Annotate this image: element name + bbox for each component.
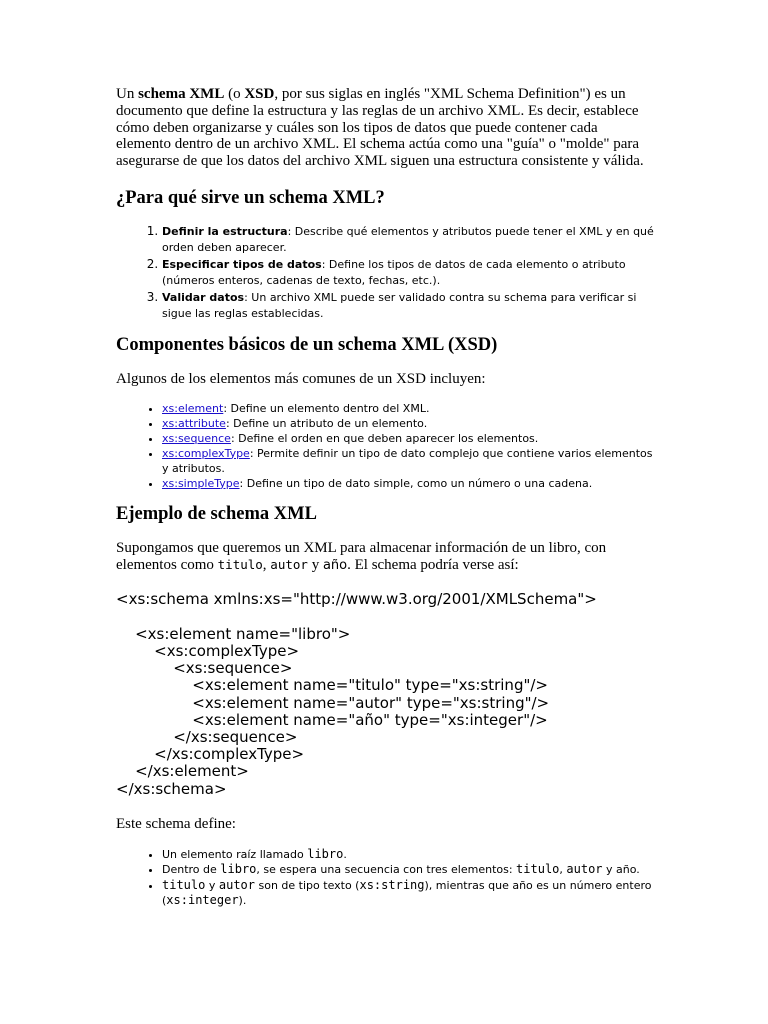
document	[116, 86, 656, 909]
list-item	[162, 289, 656, 322]
list-item-text: ,	[559, 863, 567, 877]
intro-bold-term: XSD	[244, 86, 275, 102]
list-item	[162, 416, 656, 431]
heading-purpose: ¿Para qué sirve un schema XML?	[116, 187, 385, 208]
list-item	[162, 431, 656, 446]
list-item-text: : Permite definir un tipo de dato complejo que contiene varios elementos y atributos.	[162, 446, 653, 475]
list-item	[162, 256, 656, 289]
example-intro-text: ,	[262, 556, 271, 573]
link-xs-element[interactable]: xs:element	[162, 401, 224, 415]
heading-example: Ejemplo de schema XML	[116, 503, 317, 524]
list-item-text: : Define un tipo de dato simple, como un número o una cadena.	[239, 476, 593, 490]
list-item	[162, 223, 656, 256]
list-item	[162, 862, 656, 878]
list-item-text: : Define un elemento dentro del XML.	[223, 401, 430, 415]
code-inline: titulo	[217, 556, 263, 572]
example-intro-text: y	[307, 556, 323, 573]
list-item-text: y	[205, 878, 219, 892]
list-item	[162, 847, 656, 863]
example-intro-text: año	[322, 557, 348, 573]
list-item	[162, 878, 656, 909]
list-item-term: Validar datos	[162, 290, 245, 304]
intro-paragraph	[116, 86, 656, 170]
intro-text: , por sus siglas en inglés "XML Schema Definition") es un documento que define la estructura y las reglas de un archivo XML. Es decir, establece cómo deben organizarse y cuáles son los tipos de datos que puede contener cada elemento dentro de un archivo XML. El schema actúa como una "guía" o "molde" para asegurarse de que los datos del archivo XML siguen una estructura consistente y válida.	[116, 86, 644, 170]
list-item	[162, 401, 656, 416]
list-item-text: : Define el orden en que deben aparecer los elementos.	[230, 431, 539, 445]
purpose-list	[116, 223, 656, 322]
intro-text: (o	[224, 86, 245, 102]
list-item	[162, 476, 656, 491]
list-item-text: : Describe qué elementos y atributos puede tener el XML y en qué orden deben aparecer.	[162, 224, 654, 254]
code-inline: autor	[270, 556, 308, 572]
example-intro-text: . El schema podría verse así:	[347, 556, 519, 573]
list-item-term: Especificar tipos de datos	[162, 257, 322, 271]
code-inline: libro	[307, 846, 344, 861]
intro-text: Un	[116, 86, 139, 102]
list-item-text: Dentro de	[162, 863, 221, 877]
components-intro: Algunos de los elementos más comunes de un XSD incluyen:	[116, 370, 486, 387]
code-inline: titulo	[516, 862, 560, 877]
defines-list	[116, 847, 656, 909]
code-inline: libro	[220, 862, 257, 877]
example-intro	[116, 540, 656, 575]
list-item-text: : Define un atributo de un elemento.	[225, 416, 428, 430]
components-list	[116, 401, 656, 491]
list-item-text: , se espera una secuencia con tres elementos:	[256, 863, 517, 877]
intro-bold-term: schema XML	[138, 86, 225, 102]
link-xs-attribute[interactable]: xs:attribute	[162, 416, 226, 430]
code-inline: titulo	[162, 877, 206, 892]
example-intro-text: Supongamos que queremos un XML para almacenar información de un libro, con elementos como	[116, 539, 607, 573]
list-item-text: .	[343, 847, 347, 861]
code-inline: xs:integer	[166, 893, 239, 908]
list-item-text: ).	[238, 894, 247, 908]
list-item-text: : Un archivo XML puede ser validado contra su schema para verificar si sigue las reglas establecidas.	[162, 290, 637, 320]
link-xs-sequence[interactable]: xs:sequence	[162, 431, 231, 445]
code-inline: autor	[566, 862, 603, 877]
list-item-term: Definir la estructura	[162, 224, 288, 238]
code-inline: autor	[218, 877, 255, 892]
defines-intro: Este schema define:	[116, 815, 236, 832]
list-item-text: son de tipo texto (	[255, 878, 360, 892]
code-inline: xs:string	[359, 877, 425, 892]
heading-components: Componentes básicos de un schema XML (XSD)	[116, 334, 498, 355]
list-item-text: Un elemento raíz llamado	[162, 847, 308, 861]
link-xs-simpletype[interactable]: xs:simpleType	[162, 476, 240, 490]
list-item-text: y año.	[602, 863, 640, 877]
link-xs-complextype[interactable]: xs:complexType	[162, 446, 250, 460]
list-item-text: ), mientras que año es un número entero (	[162, 878, 652, 908]
schema-code-block: <xs:schema xmlns:xs="http://www.w3.org/2001/XMLSchema"> <xs:element name="libro"> <xs:complexType> <xs:sequence> <xs:element name="titulo" type="xs:string"/> <xs:element name="autor" type="xs:string"/> <xs:element name="año" type="xs:integer"/> </xs:sequence> </xs:complexType> </xs:element> </xs:schema>	[116, 590, 597, 798]
list-item	[162, 446, 656, 476]
list-item-text: : Define los tipos de datos de cada elemento o atributo (números enteros, cadenas de texto, fechas, etc.).	[162, 257, 626, 287]
